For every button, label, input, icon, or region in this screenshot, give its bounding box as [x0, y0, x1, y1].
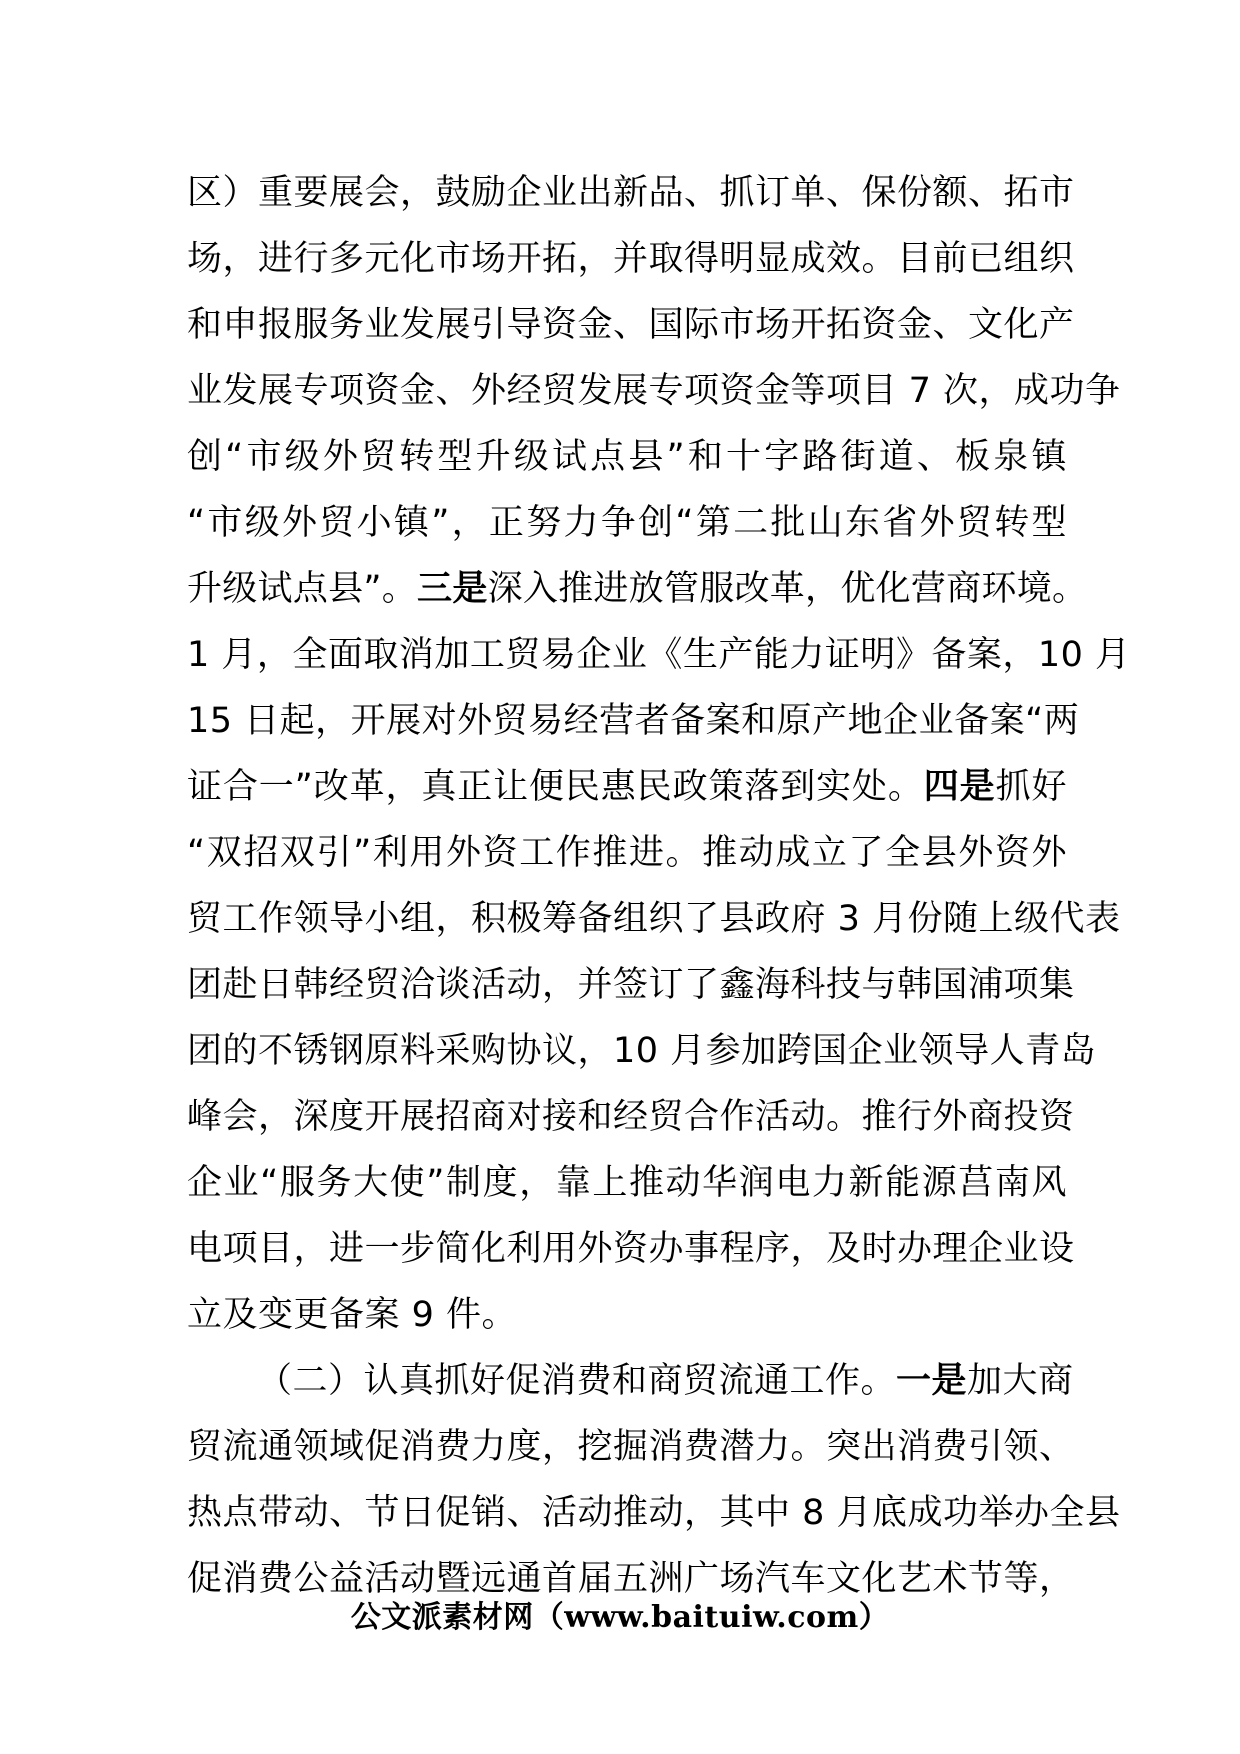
bold-keyword: 一是 — [896, 1361, 968, 1401]
bold-keyword: 四是 — [923, 767, 996, 807]
text-line: 业发展专项资金、外经贸发展专项资金等项目 7 次，成功争 — [187, 371, 1121, 411]
paragraph-heading-line — [187, 1348, 1074, 1414]
text-line: 促消费公益活动暨远通首届五洲广场汽车文化艺术节等， — [187, 1559, 1075, 1599]
text-run: 证合一”改革，真正让便民惠民政策落到实处。 — [187, 767, 924, 807]
bold-keyword: 三是 — [417, 569, 488, 609]
text-line: 贸流通领域促消费力度，挖掘消费潜力。突出消费引领、 — [187, 1427, 1075, 1467]
text-line: 立及变更备案 9 件。 — [187, 1295, 518, 1335]
text-run: （二）认真抓好促消费和商贸流通工作。 — [257, 1361, 897, 1401]
text-line: 场，进行多元化市场开拓，并取得明显成效。目前已组织 — [187, 239, 1075, 279]
text-line: 团的不锈钢原料采购协议，10 月参加跨国企业领导人青岛 — [187, 1031, 1097, 1071]
text-line — [187, 556, 1087, 622]
text-line: “双招双引”利用外资工作推进。推动成立了全县外资外 — [187, 833, 1067, 873]
text-line: 热点带动、节日促销、活动推动，其中 8 月底成功举办全县 — [187, 1493, 1121, 1533]
text-line: “市级外贸小镇”，正努力争创“第二批山东省外贸转型 — [187, 503, 1067, 543]
text-line: 企业“服务大使”制度，靠上推动华润电力新能源莒南风 — [187, 1163, 1067, 1203]
text-run: 加大商 — [967, 1361, 1074, 1401]
text-line: 团赴日韩经贸洽谈活动，并签订了鑫海科技与韩国浦项集 — [187, 965, 1075, 1005]
text-line — [187, 754, 1067, 820]
text-run: 深入推进放管服改革，优化营商环境。 — [487, 569, 1087, 609]
text-line: 区）重要展会，鼓励企业出新品、抓订单、保份额、拓市 — [187, 173, 1075, 213]
text-line: 和申报服务业发展引导资金、国际市场开拓资金、文化产 — [187, 305, 1075, 345]
text-line: 15 日起，开展对外贸易经营者备案和原产地企业备案“两 — [187, 701, 1080, 741]
footer-watermark: 公文派素材网（www.baituiw.com） — [350, 1600, 890, 1635]
text-line: 贸工作领导小组，积极筹备组织了县政府 3 月份随上级代表 — [187, 899, 1121, 939]
text-line: 创“市级外贸转型升级试点县”和十字路街道、板泉镇 — [187, 437, 1067, 477]
text-line: 峰会，深度开展招商对接和经贸合作活动。推行外商投资 — [187, 1097, 1075, 1137]
body-text — [187, 160, 1131, 1612]
text-line: 1 月，全面取消加工贸易企业《生产能力证明》备案，10 月 — [187, 635, 1131, 675]
text-line: 电项目，进一步简化利用外资办事程序，及时办理企业设 — [187, 1229, 1075, 1269]
text-run: 升级试点县”。 — [187, 569, 418, 609]
text-run: 抓好 — [995, 767, 1067, 807]
